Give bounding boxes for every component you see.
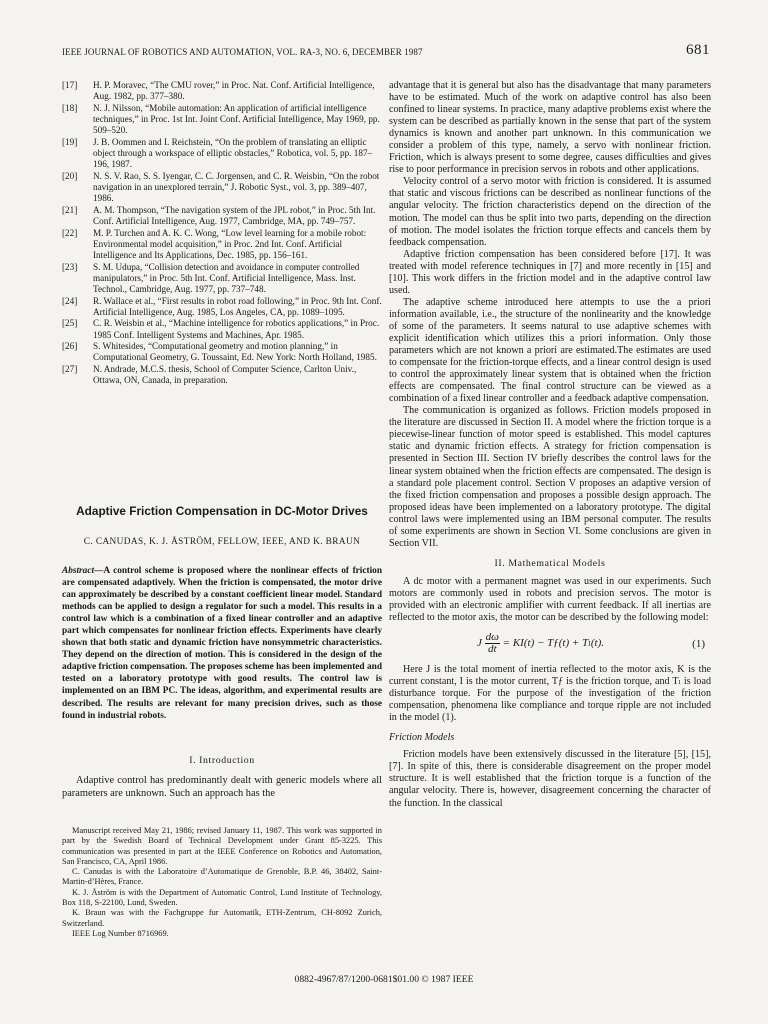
reference-number: [23]: [62, 261, 78, 272]
friction-paragraph-1: Friction models have been extensively discussed in the literature [5], [15], [7]. In spite of this, there is considerable disagreement on the proper model structure. It is well established that the friction torque is a function of the angular velocity. There is, however, disagreement concerning the character of the function. In the classical: [389, 749, 711, 809]
reference-list: [62, 80, 382, 386]
reference-number: [21]: [62, 204, 78, 215]
page-number: 681: [686, 42, 710, 58]
authors: C. CANUDAS, K. J. ÅSTRÖM, FELLOW, IEEE, AND K. BRAUN: [83, 537, 361, 547]
intro-left-paragraph: Adaptive control has predominantly dealt with generic models where all parameters are unknown. Such an approach has the: [62, 775, 382, 799]
reference-item: [62, 137, 382, 171]
reference-number: [17]: [62, 80, 78, 90]
equation-rhs: = KI(t) − Tƒ(t) + Tₗ(t).: [502, 637, 604, 650]
reference-text: J. B. Oommen and I. Reichstein, “On the problem of translating an elliptic object through a workspace of elliptic obstacles,” Robotica, vol. 5, pp. 187–196, 1987.: [93, 136, 373, 170]
reference-item: [62, 228, 382, 262]
equation-expression: [477, 632, 604, 655]
right-column: [389, 80, 711, 810]
equation-1: [389, 624, 711, 664]
reference-text: H. P. Moravec, “The CMU rover,” in Proc. Nat. Conf. Artificial Intelligence, Aug. 1982, pp. 377–380.: [93, 80, 375, 102]
footnote-item: Manuscript received May 21, 1986; revised January 11, 1987. This work was supported in part by the Swedish Board of Technical Development under Grant 85-3225. This communication was presented in part at the IEEE Conference on Robotics and Automation, San Francisco, CA, April 1986.: [62, 826, 382, 866]
reference-number: [24]: [62, 295, 78, 306]
reference-number: [20]: [62, 170, 78, 181]
section-heading-introduction: I. Introduction: [189, 755, 255, 766]
equation-lhs: J: [477, 637, 482, 650]
reference-text: C. R. Weisbin et al., “Machine intelligence for robotics applications,” in Proc. 1985 Conf. Intelligent Systems and Machines, Apr. 1985.: [93, 318, 380, 340]
reference-number: [26]: [62, 341, 78, 352]
journal-name: IEEE JOURNAL OF ROBOTICS AND AUTOMATION, VOL. RA-3, NO. 6, DECEMBER 1987: [62, 47, 423, 57]
reference-text: N. S. V. Rao, S. S. Iyengar, C. C. Jorgensen, and C. R. Weisbin, “On the robot navigation in an unexplored terrain,” J. Robotic Syst., vol. 3, pp. 389–407, 1986.: [93, 170, 380, 204]
footnote-item: C. Canudas is with the Laboratoire d’Automatique de Grenoble, B.P. 46, 38402, Saint-Martin-d’Hères, France.: [62, 867, 382, 887]
reference-number: [22]: [62, 227, 78, 238]
section-heading-models: II. Mathematical Models: [494, 557, 606, 569]
footnote-item: K. J. Åström is with the Department of Automatic Control, Lund Institute of Technology, Box 118, S-22100, Lund, Sweden.: [62, 887, 382, 908]
reference-item: [62, 364, 382, 386]
reference-number: [27]: [62, 363, 78, 374]
equation-numerator: dω: [485, 631, 499, 644]
reference-text: N. Andrade, M.C.S. thesis, School of Computer Science, Carlton Univ., Ottawa, ON, Canada, in preparation.: [93, 363, 357, 386]
left-column: [62, 80, 382, 387]
reference-item: [62, 171, 382, 205]
reference-item: [62, 205, 382, 227]
footnote-item: IEEE Log Number 8716969.: [72, 928, 169, 938]
reference-text: N. J. Nilsson, “Mobile automation: An application of artificial intelligence techniques,” in Proc. 1st Int. Joint Conf. Artificial Intelligence, May 1969, pp. 509–520.: [93, 102, 380, 136]
abstract-label: Abstract: [62, 566, 95, 576]
reference-item: [62, 103, 382, 137]
equation-denominator: dt: [488, 643, 497, 656]
abstract: [62, 565, 382, 722]
intro-paragraph-4: The adaptive scheme introduced here attempts to use the a priori information available, i.e., the structure of the nonlinearity and the knowledge of some of the parameters. It seems natural to use adaptive schemes with explicit identification which utilizes this a priori information. Only those parameters which are not known a priori are estimated.The estimates are used to compensate for the friction-torque effects, and a linear control design is used to control the approximately linear system that is obtained when the friction effects are compensated. The final control structure can be viewed as a combination of a fixed linear controller and a feedback adaptive compensation.: [389, 296, 711, 405]
reference-item: [62, 296, 382, 318]
subsection-heading-friction: Friction Models: [389, 732, 455, 744]
reference-item: [62, 318, 382, 340]
paper-header: [62, 504, 382, 547]
footnotes: [62, 826, 382, 939]
reference-text: M. P. Turchen and A. K. C. Wong, “Low level learning for a mobile robot: Environmental model acquisition,” in Proc. 2nd Int. Conf. Artificial Intelligence and Its Applications, Dec. 1985, pp. 156–161.: [93, 227, 367, 260]
models-paragraph-2: Here J is the total moment of inertia reflected to the motor axis, K is the current constant, I is the motor current, Tƒ is the friction torque, and Tₗ is load disturbance torque. For the purpose of the investigation of the friction compensation, phenomena like compliance and torque ripple are not included in the model (1).: [389, 664, 711, 724]
intro-paragraph-2: Velocity control of a servo motor with friction is considered. It is assumed that static and viscous frictions can be described as nonlinear functions of the angular velocity. The friction characteristics depend on the direction of the motion. The model can thus be split into two parts, depending on the direction of motion. The model isolates the friction torque effects and cancels them by feedback compensation.: [389, 176, 711, 248]
reference-item: [62, 80, 382, 102]
reference-number: [25]: [62, 318, 78, 329]
footnote-item: K. Braun was with the Fachgruppe fur Automatik, ETH-Zentrum, CH-8092 Zurich, Switzerland.: [62, 908, 382, 928]
models-paragraph-1: A dc motor with a permanent magnet was used in our experiments. Such motors are commonly used in robots and precision servos. The motor is provided with an electronic amplifier with current feedback. If all inertias are reflected to the motor axis, the motor can be described by the following model:: [389, 575, 711, 624]
reference-text: S. Whitesides, “Computational geometry and motion planning,” in Computational Geometry, G. Toussaint, Ed. New York: North Holland, 1985.: [93, 341, 377, 363]
intro-paragraph-3: Adaptive friction compensation has been considered before [17]. It was treated with model reference techniques in [7] and more recently in [15] and [10]. This work differs in the friction model and in the adaptive control law used.: [389, 248, 711, 296]
running-head: [62, 42, 710, 62]
copyright-line: 0882-4967/87/1200-0681$01.00 © 1987 IEEE: [294, 974, 474, 985]
reference-number: [18]: [62, 102, 78, 113]
introduction-section: [62, 755, 382, 800]
intro-paragraph-1: advantage that it is general but also has the disadvantage that many parameters have to be estimated. Much of the work on adaptive control has also been confined to linear systems. In practice, many adaptive problems exist where the system can be described as partially known in the sense that part of the system dynamics is known and another part unknown. In this communication we consider a problem of this type, namely, a servo with nonlinear friction. Friction, which is always present to some degree, causes difficulties and gives rise to poor performance in precision servos in robots and other applications.: [389, 80, 711, 176]
equation-number: (1): [692, 638, 705, 651]
reference-text: S. M. Udupa, “Collision detection and avoidance in computer controlled manipulators,” in Proc. 5th Int. Conf. Artificial Intelligence, Mass. Inst. Technol., Cambridge, Aug. 1977, pp. 737–748.: [93, 261, 360, 294]
reference-item: [62, 262, 382, 296]
equation-fraction: [485, 632, 500, 655]
abstract-text: —A control scheme is proposed where the nonlinear effects of friction are compensated adaptively. When the friction is compensated, the motor drive can approximately be described by a constant coefficient linear model. Standard methods can be applied to design a regulator for such a model. This results in a control law which is a combination of a fixed linear controller and an adaptive part which compensates for nonlinear friction effects. Experiments have clearly shown that both static and dynamic friction have nonsymmetric characteristics. They depend on the direction of motion. This is considered in the design of the adaptive friction compensation. The proposes scheme has been implemented and tested on a laboratory prototype with good results. The control law is implemented on an IBM PC. The ideas, algorithm, and experimental results are described. The results are relevant for many precision drives, such as those found in industrial robots.: [62, 566, 382, 721]
reference-item: [62, 341, 382, 363]
paper-title: Adaptive Friction Compensation in DC-Motor Drives: [76, 504, 368, 518]
intro-paragraph-5: The communication is organized as follows. Friction models proposed in the literature are discussed in Section II. A model where the friction torque is a piecewise-linear function of motor speed is established. This model captures static and dynamic friction effects. A strategy for friction compensation is presented in Section III. Section IV briefly describes the control laws for the linear system obtained when the friction effects are compensated. The design is a standard pole placement control. Section V proposes an adaptive version of the fixed friction compensation and proposes a possible design approach. The proposed ideas have been implemented on a laboratory prototype. The digital control laws were implemented using an IBM personal computer. The results of some experiments are shown in Section VI. Some conclusions are given in Section VII.: [389, 405, 711, 549]
reference-text: A. M. Thompson, “The navigation system of the JPL robot,” in Proc. 5th Int. Conf. Artificial Intelligence, Aug. 1977, Cambridge, MA, pp. 749–757.: [93, 204, 376, 226]
reference-text: R. Wallace et al., “First results in robot road following,” in Proc. 9th Int. Conf. Artificial Intelligence, Aug. 1985, Los Angeles, CA, pp. 1089–1095.: [93, 295, 382, 317]
reference-number: [19]: [62, 136, 78, 147]
